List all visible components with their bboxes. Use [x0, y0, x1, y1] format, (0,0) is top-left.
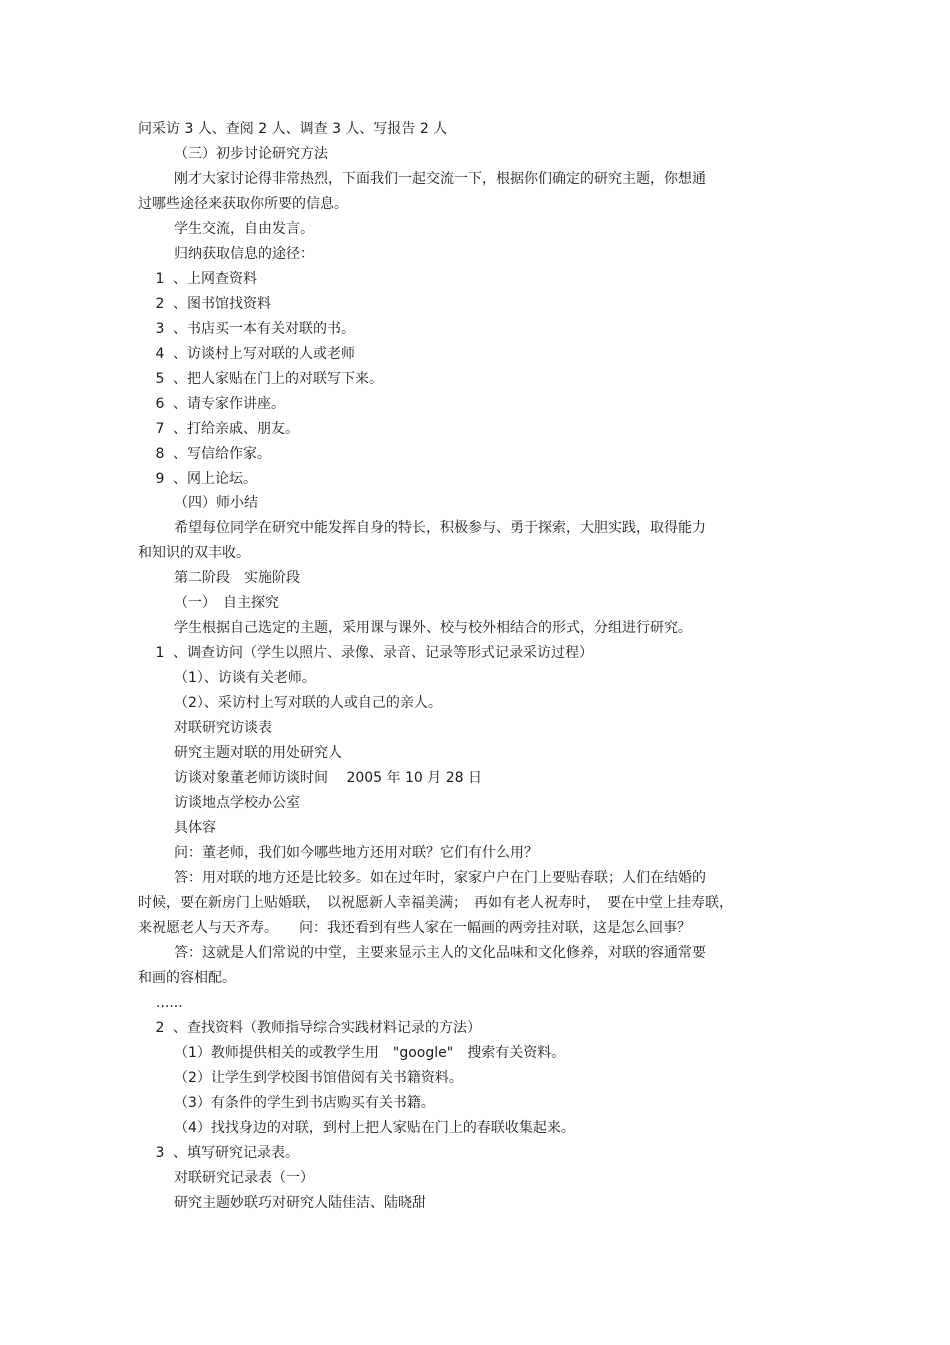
- list-number: 1: [155, 645, 165, 661]
- list-text: 、书店买一本有关对联的书。: [173, 321, 355, 337]
- list-text: 、打给亲戚、朋友。: [173, 421, 299, 437]
- sub-item: （4）找找身边的对联，到村上把人家贴在门上的春联收集起来。: [174, 1120, 575, 1136]
- dialogue-line: 问：董老师，我们如今哪些地方还用对联？它们有什么用？: [174, 845, 538, 861]
- list-text: 、请专家作讲座。: [173, 396, 285, 412]
- paragraph-line: 和知识的双丰收。: [138, 545, 250, 561]
- dialogue-line: 答：这就是人们常说的中堂，主要来显示主人的文化品味和文化修养，对联的容通常要: [174, 945, 706, 961]
- list-item: [147, 320, 355, 338]
- paragraph-line: 希望每位同学在研究中能发挥自身的特长，积极参与、勇于探索，大胆实践，取得能力: [174, 520, 706, 536]
- paragraph-line: 刚才大家讨论得非常热烈，下面我们一起交流一下，根据你们确定的研究主题，你想通: [174, 171, 706, 187]
- dialogue-line: 时候，要在新房门上贴婚联， 以祝愿新人幸福美满； 再如有老人祝寿时， 要在中堂上挂寿联，: [138, 895, 733, 911]
- list-text: 、网上论坛。: [173, 471, 257, 487]
- table-title: 对联研究访谈表: [174, 720, 272, 736]
- list-item: [147, 295, 271, 313]
- list-item: [147, 420, 299, 438]
- list-item: [147, 270, 257, 288]
- list-number: 2: [155, 296, 165, 312]
- list-text: 、图书馆找资料: [173, 296, 271, 312]
- list-item: [147, 470, 257, 488]
- section-heading: （一） 自主探究: [174, 595, 279, 611]
- section-heading: （三）初步讨论研究方法: [174, 146, 328, 162]
- list-number: 2: [155, 1020, 165, 1036]
- section-heading: （四）师小结: [174, 495, 258, 511]
- dialogue-line: 和画的容相配。: [138, 970, 236, 986]
- sub-item: （2）让学生到学校图书馆借阅有关书籍资料。: [174, 1070, 463, 1086]
- text-line: 学生交流，自由发言。: [174, 221, 314, 237]
- form-line: 研究主题对联的用处研究人: [174, 745, 342, 761]
- list-item: [147, 395, 285, 413]
- list-item: [147, 370, 383, 388]
- text-line: 归纳获取信息的途径：: [174, 246, 314, 262]
- list-number: 1: [155, 271, 165, 287]
- list-text: 、调查访问（学生以照片、录像、录音、记录等形式记录采访过程）: [173, 645, 593, 661]
- dialogue-line: 来祝愿老人与天齐寿。 问：我还看到有些人家在一幅画的两旁挂对联，这是怎么回事？: [138, 920, 691, 936]
- list-item: [147, 445, 271, 463]
- form-line: 研究主题妙联巧对研究人陆佳洁、陆晓甜: [174, 1195, 426, 1211]
- list-text: 、上网查资料: [173, 271, 257, 287]
- list-number: 8: [155, 446, 165, 462]
- list-number: 5: [155, 371, 165, 387]
- list-item: [147, 644, 593, 662]
- paragraph-line: 过哪些途径来获取你所要的信息。: [138, 196, 348, 212]
- list-number: 7: [155, 421, 165, 437]
- list-text: 、写信给作家。: [173, 446, 271, 462]
- sub-item: （3）有条件的学生到书店购买有关书籍。: [174, 1095, 435, 1111]
- list-number: 3: [155, 321, 165, 337]
- stage-heading: 第二阶段 实施阶段: [174, 570, 300, 586]
- list-item: [147, 345, 355, 363]
- list-text: 、填写研究记录表。: [173, 1145, 299, 1161]
- list-number: 4: [155, 346, 165, 362]
- sub-item: （2）、采访村上写对联的人或自己的亲人。: [174, 695, 442, 711]
- list-text: 、访谈村上写对联的人或老师: [173, 346, 355, 362]
- list-item: [147, 1019, 481, 1037]
- ellipsis: ......: [156, 995, 183, 1011]
- form-line: 具体容: [174, 820, 216, 836]
- sub-item: （1）教师提供相关的或教学生用 "google" 搜索有关资料。: [174, 1045, 566, 1061]
- form-line: 访谈地点学校办公室: [174, 795, 300, 811]
- sub-item: （1）、访谈有关老师。: [174, 670, 316, 686]
- list-number: 6: [155, 396, 165, 412]
- dialogue-line: 答：用对联的地方还是比较多。如在过年时，家家户户在门上要贴春联；人们在结婚的: [174, 870, 706, 886]
- form-line: 访谈对象董老师访谈时间 2005 年 10 月 28 日: [174, 770, 482, 786]
- list-number: 9: [155, 471, 165, 487]
- list-item: [147, 1144, 299, 1162]
- paragraph-line: 学生根据自己选定的主题，采用课与课外、校与校外相结合的形式，分组进行研究。: [174, 620, 692, 636]
- list-number: 3: [155, 1145, 165, 1161]
- text-line: 问采访 3 人、查阅 2 人、调查 3 人、写报告 2 人: [138, 121, 448, 137]
- list-text: 、把人家贴在门上的对联写下来。: [173, 371, 383, 387]
- list-text: 、查找资料（教师指导综合实践材料记录的方法）: [173, 1020, 481, 1036]
- table-title: 对联研究记录表（一）: [174, 1170, 314, 1186]
